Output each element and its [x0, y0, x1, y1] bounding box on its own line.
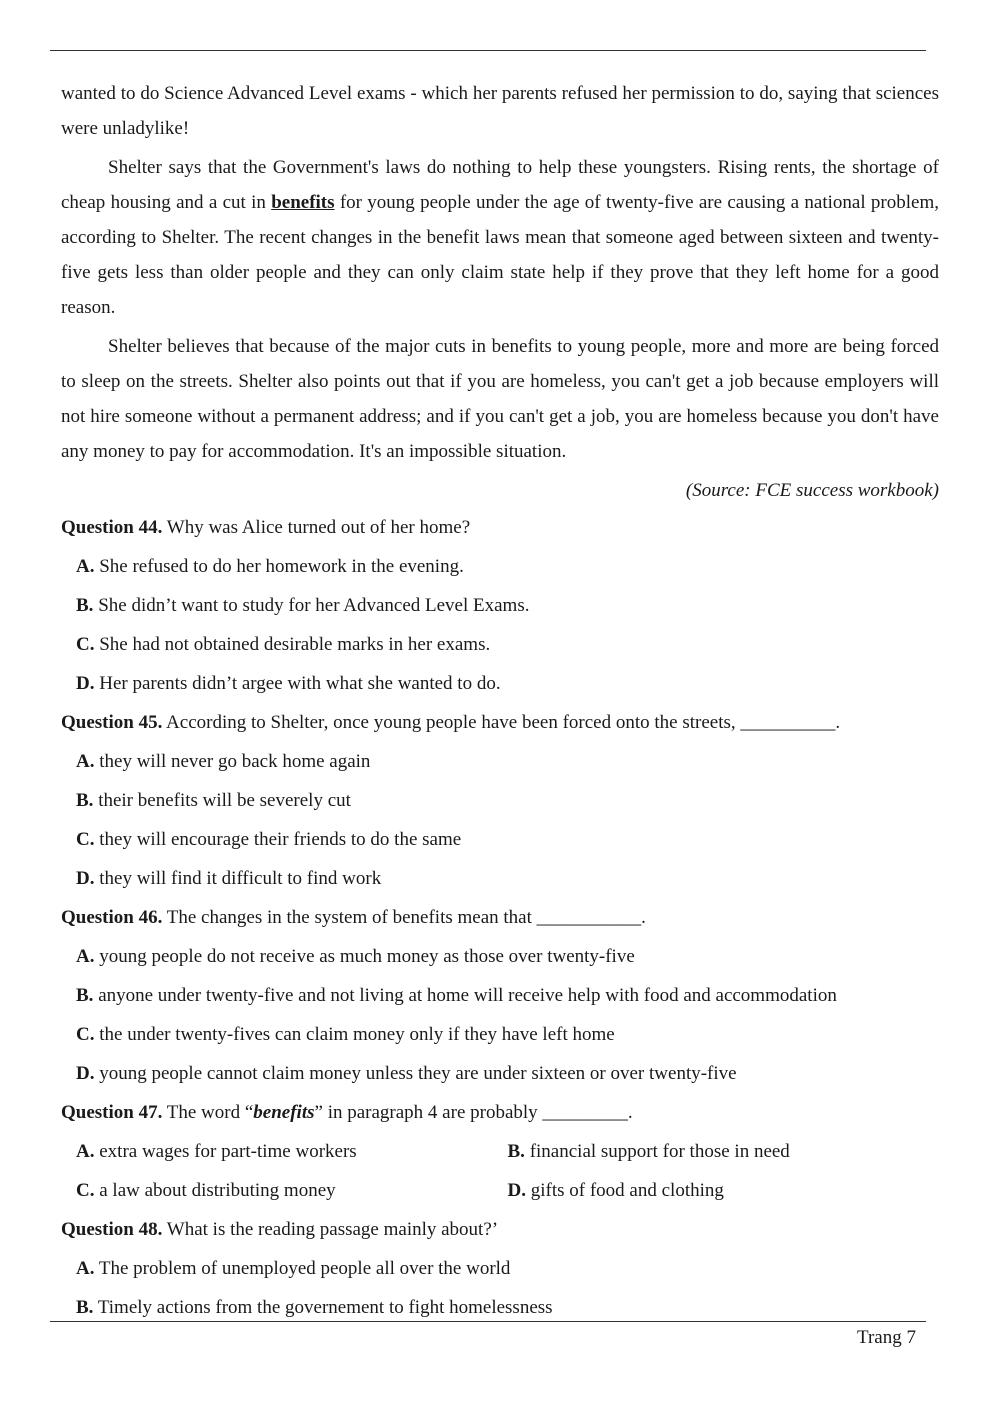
option-48-a[interactable] — [61, 1249, 939, 1288]
option-47-c[interactable] — [61, 1171, 508, 1210]
option-text: gifts of food and clothing — [525, 1180, 724, 1201]
option-47-d[interactable] — [508, 1171, 940, 1210]
option-text: a law about distributing money — [94, 1180, 336, 1201]
option-text: Timely actions from the governement to fight homelessness — [93, 1297, 553, 1318]
option-46-d[interactable] — [61, 1054, 939, 1093]
question-48 — [61, 1210, 939, 1249]
question-text: According to Shelter, once young people have been forced onto the streets, __________. — [162, 712, 841, 733]
question-label: Question 46. — [61, 907, 163, 928]
option-46-c[interactable] — [61, 1015, 939, 1054]
question-label: Question 47. — [61, 1102, 163, 1123]
header-rule — [50, 50, 926, 51]
question-label: Question 45. — [61, 712, 163, 733]
option-text: She didn’t want to study for her Advanced Level Exams. — [93, 595, 530, 616]
passage-paragraph: wanted to do Science Advanced Level exams - which her parents refused her permission to do, saying that sciences were unladylike! — [61, 83, 939, 139]
question-keyword: benefits — [253, 1102, 315, 1123]
option-letter: C. — [76, 829, 95, 850]
option-text: they will encourage their friends to do the same — [94, 829, 462, 850]
page-content — [61, 76, 939, 1327]
option-44-c[interactable] — [61, 625, 939, 664]
option-text: financial support for those in need — [524, 1141, 790, 1162]
question-text: ” in paragraph 4 are probably _________. — [314, 1102, 633, 1123]
keyword-benefits: benefits — [271, 192, 335, 213]
option-letter: A. — [76, 751, 95, 772]
option-text: they will find it difficult to find work — [94, 868, 382, 889]
option-46-b[interactable] — [61, 976, 939, 1015]
option-45-d[interactable] — [61, 859, 939, 898]
option-text: young people do not receive as much money as those over twenty-five — [94, 946, 635, 967]
option-letter: B. — [76, 790, 94, 811]
option-letter: D. — [507, 1180, 526, 1201]
option-44-b[interactable] — [61, 586, 939, 625]
question-46 — [61, 898, 939, 937]
question-45 — [61, 703, 939, 742]
option-text: Her parents didn’t argee with what she wanted to do. — [94, 673, 501, 694]
question-label: Question 48. — [61, 1219, 163, 1240]
option-text: their benefits will be severely cut — [93, 790, 351, 811]
question-text: What is the reading passage mainly about?’ — [162, 1219, 499, 1240]
option-letter: A. — [76, 556, 95, 577]
question-47 — [61, 1093, 939, 1132]
passage-text: for young people under the age of twenty-five are causing a national problem, according to Shelter. The recent changes in the benefit laws mean that someone aged between sixteen and twenty-five gets less than older people and they can only claim state help if they prove that they left home for a good reason. — [61, 192, 939, 318]
option-46-a[interactable] — [61, 937, 939, 976]
footer-rule — [50, 1321, 926, 1322]
option-47-b[interactable] — [508, 1132, 940, 1171]
option-letter: D. — [76, 868, 95, 889]
option-letter: A. — [76, 1141, 95, 1162]
passage-paragraph — [61, 150, 939, 325]
page-number: Trang 7 — [857, 1327, 916, 1348]
option-45-a[interactable] — [61, 742, 939, 781]
option-text: young people cannot claim money unless they are under sixteen or over twenty-five — [94, 1063, 737, 1084]
option-letter: B. — [76, 985, 94, 1006]
option-letter: C. — [76, 1180, 95, 1201]
source-citation: (Source: FCE success workbook) — [685, 480, 939, 501]
option-45-c[interactable] — [61, 820, 939, 859]
option-letter: A. — [76, 1258, 95, 1279]
option-text: the under twenty-fives can claim money only if they have left home — [94, 1024, 615, 1045]
question-label: Question 44. — [61, 517, 163, 538]
option-text: She refused to do her homework in the evening. — [94, 556, 464, 577]
option-letter: B. — [76, 595, 94, 616]
option-text: extra wages for part-time workers — [94, 1141, 357, 1162]
option-47-a[interactable] — [61, 1132, 508, 1171]
option-text: She had not obtained desirable marks in her exams. — [94, 634, 491, 655]
option-letter: D. — [76, 673, 95, 694]
option-letter: C. — [76, 634, 95, 655]
option-letter: D. — [76, 1063, 95, 1084]
question-44 — [61, 508, 939, 547]
question-text: The changes in the system of benefits mean that ___________. — [162, 907, 646, 928]
option-text: anyone under twenty-five and not living at home will receive help with food and accommodation — [93, 985, 837, 1006]
passage-text: Shelter says that the Government's laws do nothing to help these youngsters. Rising rents, the shortage of cheap housing and a cut in — [61, 157, 939, 213]
option-letter: B. — [76, 1297, 94, 1318]
option-45-b[interactable] — [61, 781, 939, 820]
option-row — [61, 1171, 939, 1210]
option-letter: A. — [76, 946, 95, 967]
option-letter: B. — [507, 1141, 525, 1162]
option-row — [61, 1132, 939, 1171]
passage-paragraph: Shelter believes that because of the major cuts in benefits to young people, more and more are being forced to sleep on the streets. Shelter also points out that if you are homeless, you can't get a job because employers will not hire someone without a permanent address; and if you can't get a job, you are homeless because you don't have any money to pay for accommodation. It's an impossible situation. — [61, 336, 939, 462]
option-text: they will never go back home again — [94, 751, 371, 772]
option-44-d[interactable] — [61, 664, 939, 703]
option-letter: C. — [76, 1024, 95, 1045]
question-text: The word “ — [162, 1102, 254, 1123]
option-44-a[interactable] — [61, 547, 939, 586]
option-text: The problem of unemployed people all over the world — [94, 1258, 511, 1279]
question-text: Why was Alice turned out of her home? — [162, 517, 471, 538]
